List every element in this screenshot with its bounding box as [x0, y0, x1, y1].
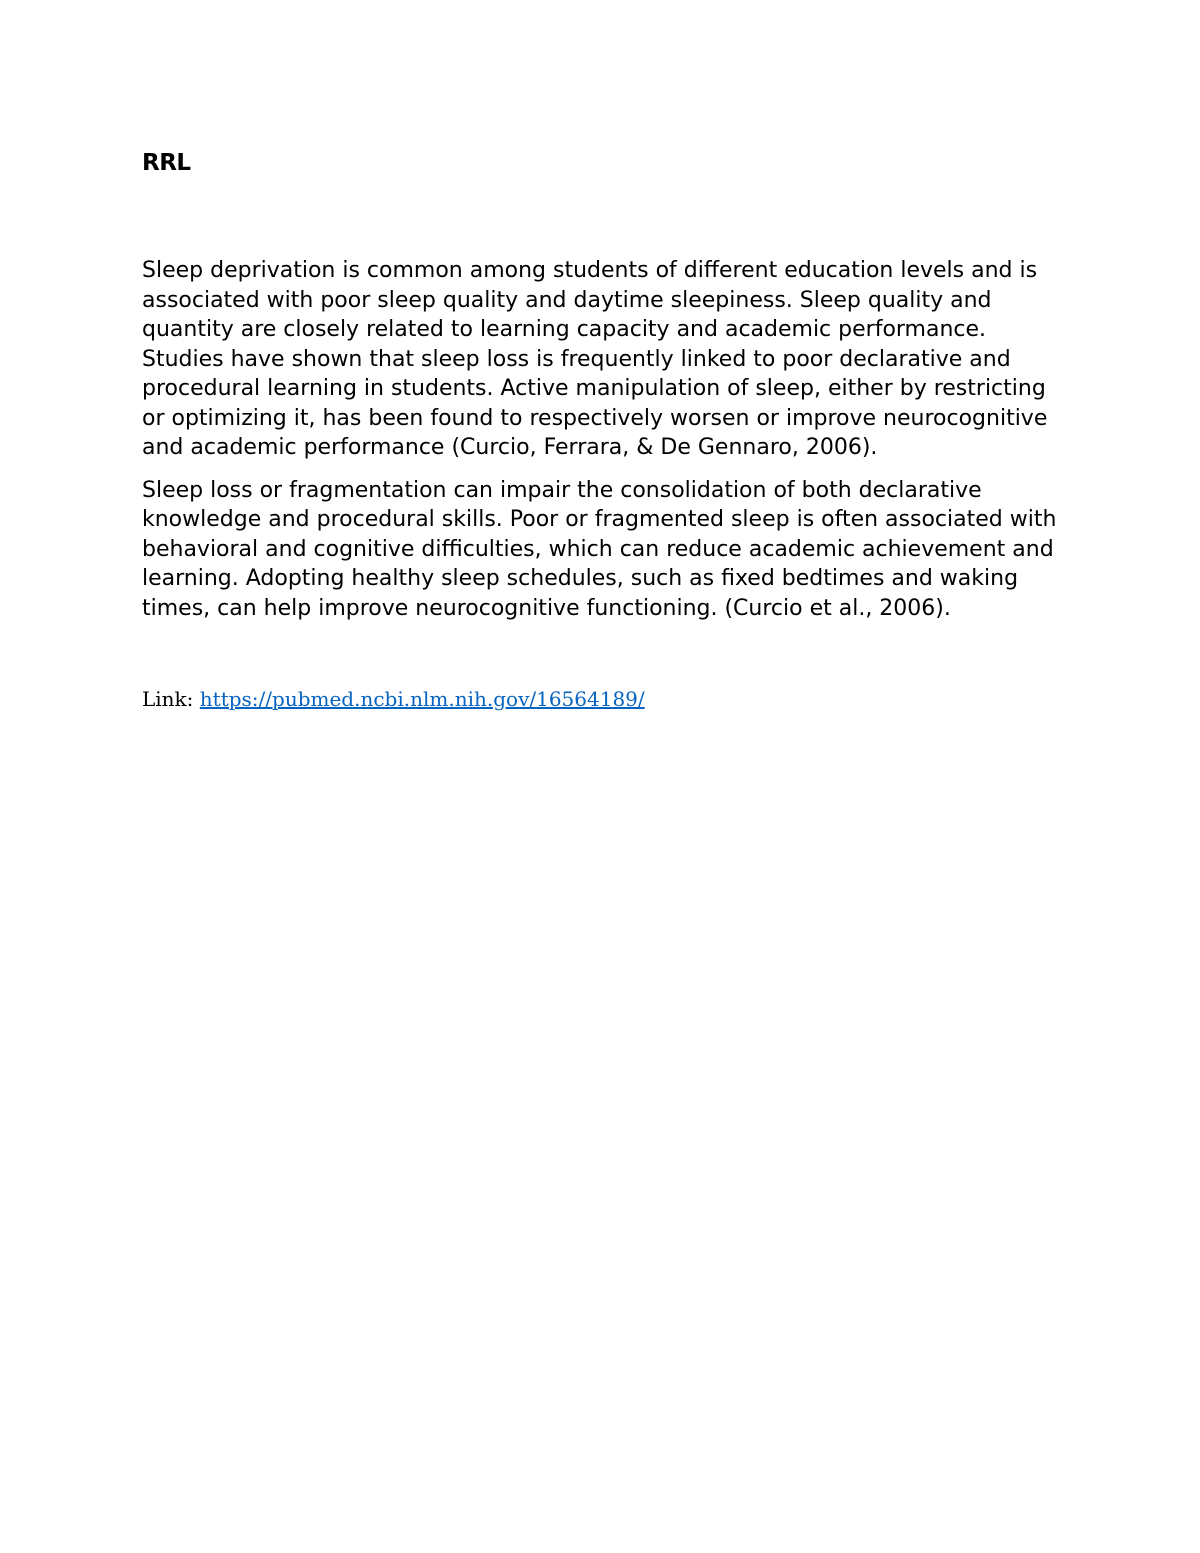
link-line: [142, 685, 1072, 713]
link-label: Link:: [142, 687, 194, 711]
document-heading: RRL: [142, 150, 191, 176]
source-link[interactable]: https://pubmed.ncbi.nlm.nih.gov/16564189/: [199, 687, 645, 711]
paragraph-1: Sleep deprivation is common among students of different education levels and is associated with poor sleep quality and daytime sleepiness. Sleep quality and quantity are closely related to learning capacity and academic performance. Studies have shown that sleep loss is frequently linked to poor declarative and procedural learning in students. Active manipulation of sleep, either by restricting or optimizing it, has been found to respectively worsen or improve neurocognitive and academic performance (Curcio, Ferrara, & De Gennaro, 2006).: [142, 258, 1048, 460]
document-content: [142, 148, 1072, 713]
paragraph-2: Sleep loss or fragmentation can impair the consolidation of both declarative knowledge and procedural skills. Poor or fragmented sleep is often associated with behavioral and cognitive difficulties, which can reduce academic achievement and learning. Adopting healthy sleep schedules, such as fixed bedtimes and waking times, can help improve neurocognitive functioning. (Curcio et al., 2006).: [142, 477, 1057, 621]
